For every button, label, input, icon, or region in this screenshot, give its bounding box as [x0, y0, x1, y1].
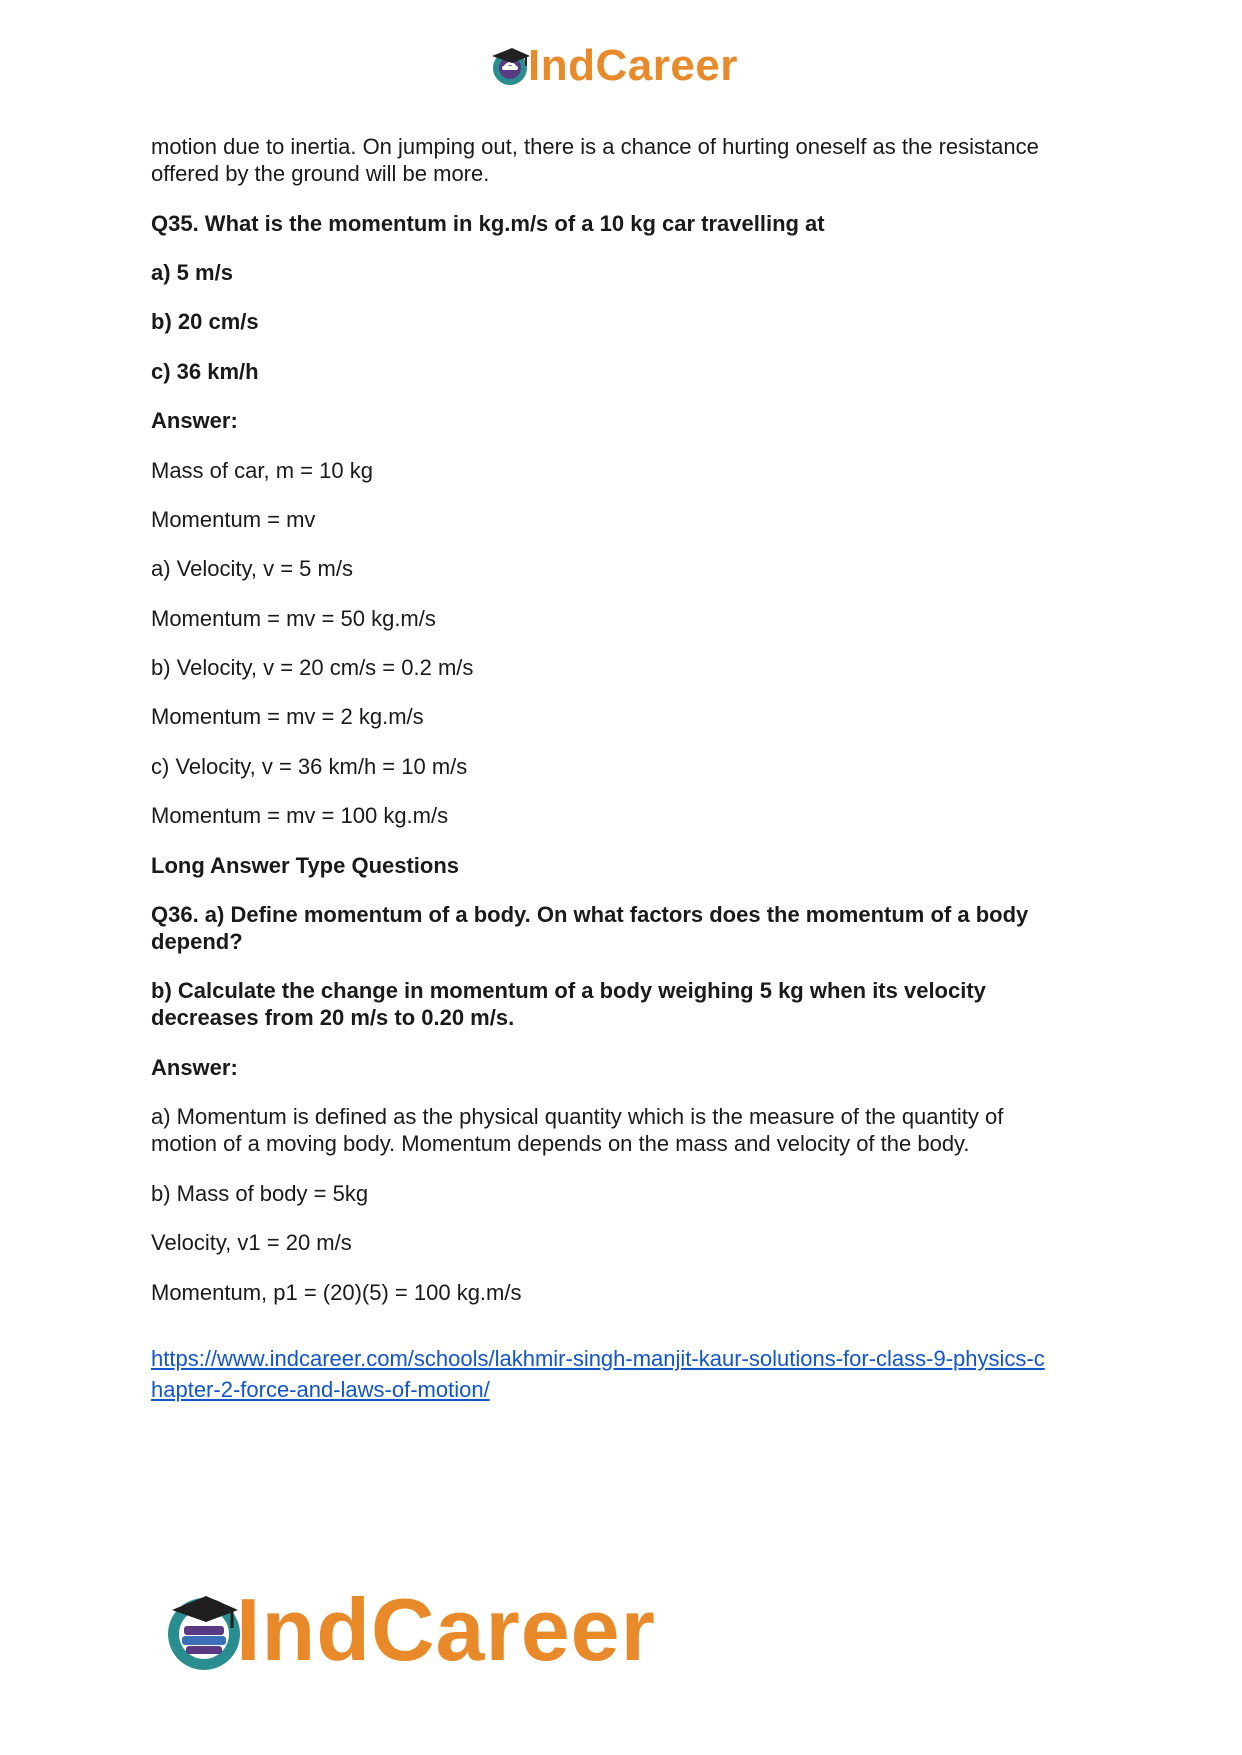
answer-line: Mass of car, m = 10 kg	[151, 458, 373, 483]
section-heading: Long Answer Type Questions	[151, 853, 460, 878]
question-36-b: b) Calculate the change in momentum of a body weighing 5 kg when its velocity	[151, 978, 986, 1003]
question-36-a: Q36. a) Define momentum of a body. On what factors does the momentum of a body	[151, 902, 1029, 927]
footer-logo	[162, 1580, 656, 1679]
answer-line: Velocity, v1 = 20 m/s	[151, 1230, 352, 1255]
answer-line: Momentum, p1 = (20)(5) = 100 kg.m/s	[151, 1280, 522, 1305]
footer-logo-text: IndCareer	[236, 1580, 656, 1679]
question-35-option-b: b) 20 cm/s	[151, 309, 259, 334]
question-36-a: depend?	[151, 929, 243, 954]
answer-line: c) Velocity, v = 36 km/h = 10 m/s	[151, 754, 468, 779]
answer-line: motion of a moving body. Momentum depends on the mass and velocity of the body.	[151, 1131, 970, 1156]
question-35-option-c: c) 36 km/h	[151, 359, 259, 384]
answer-line: Momentum = mv = 2 kg.m/s	[151, 704, 424, 729]
graduation-cap-books-icon	[162, 1588, 246, 1672]
answer-line: a) Velocity, v = 5 m/s	[151, 556, 353, 581]
answer-label: Answer:	[151, 1055, 238, 1080]
question-35: Q35. What is the momentum in kg.m/s of a 10 kg car travelling at	[151, 211, 825, 236]
answer-line: Momentum = mv = 50 kg.m/s	[151, 606, 436, 631]
graduation-cap-globe-icon	[488, 44, 532, 88]
paragraph: offered by the ground will be more.	[151, 161, 490, 186]
source-link-line-2[interactable]: hapter-2-force-and-laws-of-motion/	[151, 1377, 490, 1402]
answer-line: Momentum = mv = 100 kg.m/s	[151, 803, 449, 828]
answer-line: a) Momentum is defined as the physical quantity which is the measure of the quantity of	[151, 1104, 1004, 1129]
source-link-line-1[interactable]: https://www.indcareer.com/schools/lakhmir-singh-manjit-kaur-solutions-for-class-9-physics-c	[151, 1346, 1045, 1371]
answer-line: b) Velocity, v = 20 cm/s = 0.2 m/s	[151, 655, 474, 680]
header-logo-text: IndCareer	[528, 41, 738, 90]
question-36-b: decreases from 20 m/s to 0.20 m/s.	[151, 1005, 515, 1030]
answer-label: Answer:	[151, 408, 238, 433]
paragraph: motion due to inertia. On jumping out, there is a chance of hurting oneself as the resistance	[151, 134, 1039, 159]
header-logo	[488, 42, 738, 90]
source-link[interactable]	[151, 1343, 1091, 1405]
answer-line: Momentum = mv	[151, 507, 316, 532]
question-35-option-a: a) 5 m/s	[151, 260, 233, 285]
answer-line: b) Mass of body = 5kg	[151, 1181, 369, 1206]
